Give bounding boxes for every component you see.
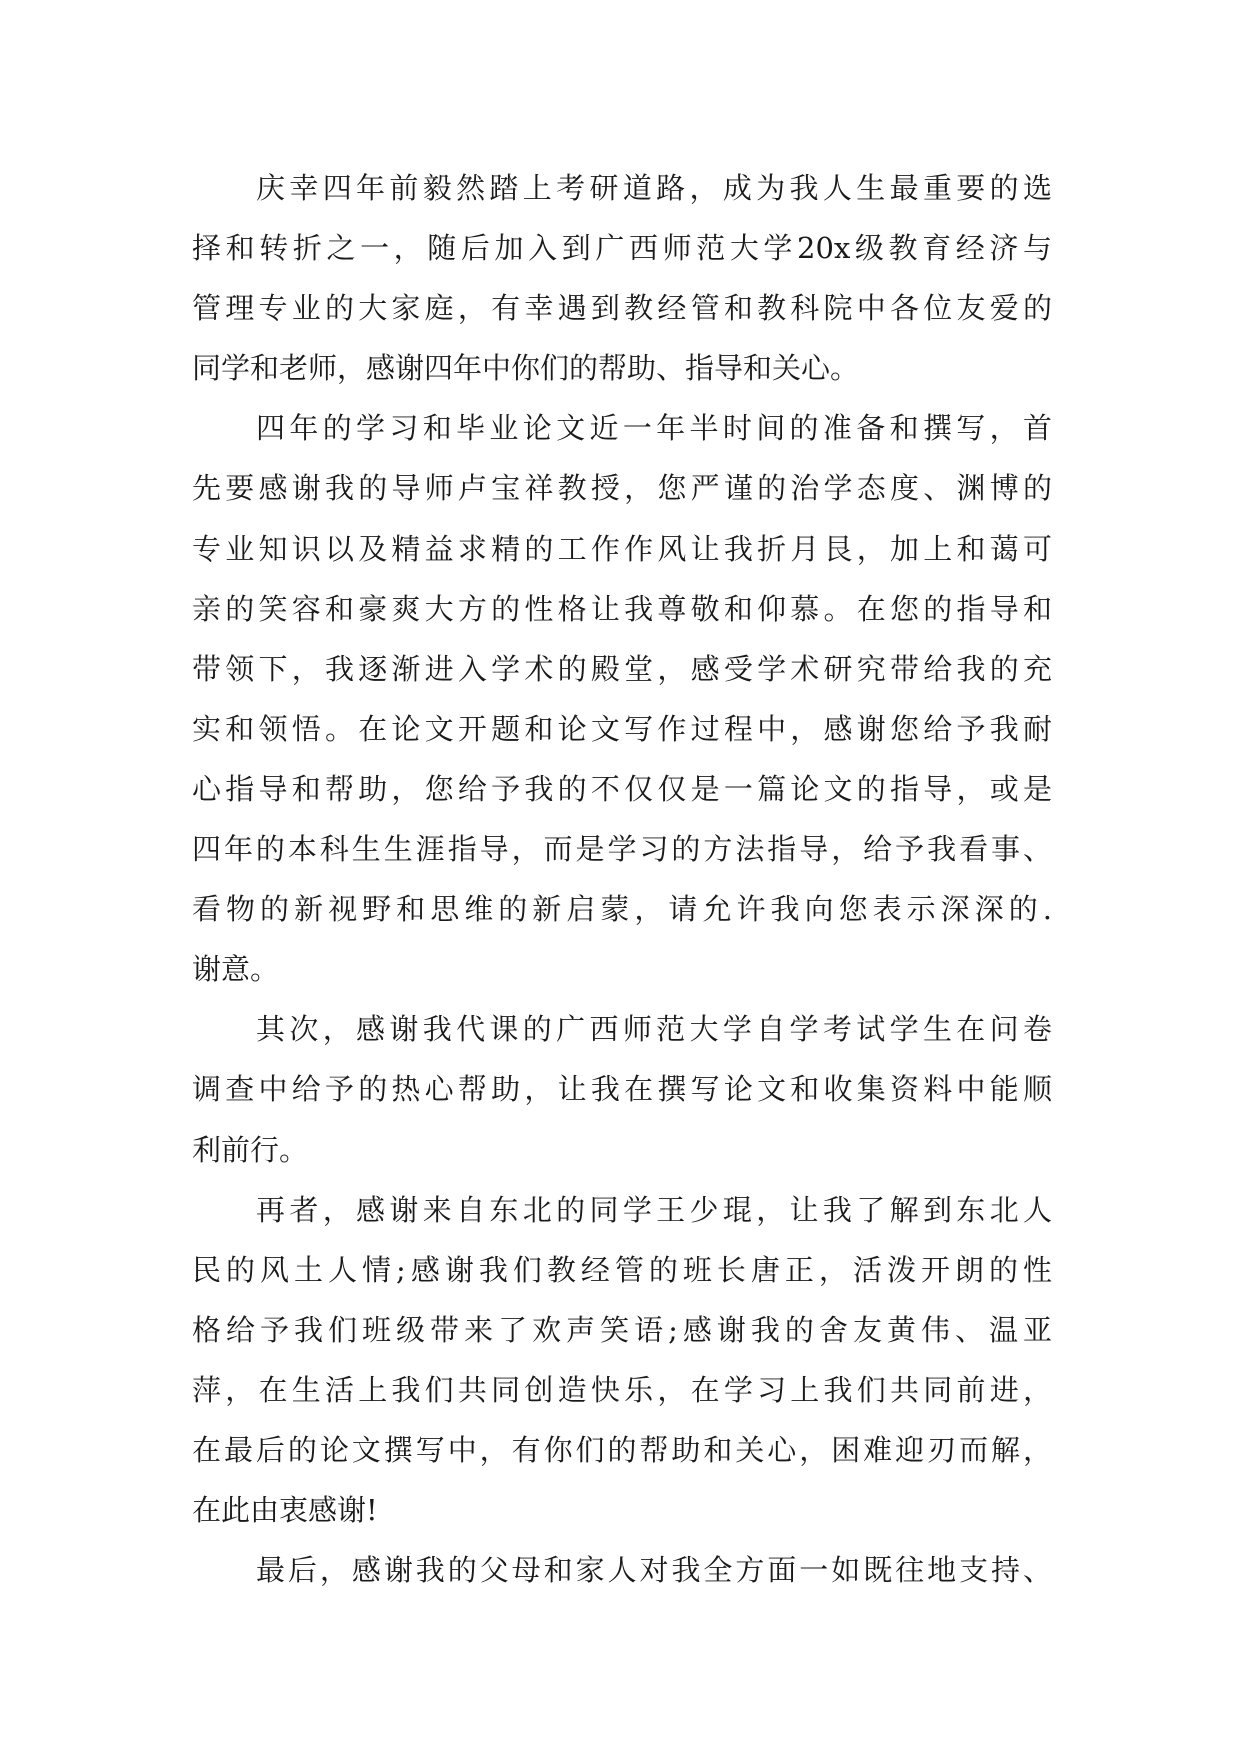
text-line: 同学和老师，感谢四年中你们的帮助、指导和关心。 — [192, 351, 860, 386]
text-line: 专业知识以及精益求精的工作作风让我折月艮，加上和蔼可 — [192, 531, 1052, 566]
paragraph-first-line: 最后，感谢我的父母和家人对我全方面一如既往地支持、 — [256, 1553, 1052, 1588]
paragraph-first-line: 其次，感谢我代课的广西师范大学自学考试学生在问卷 — [256, 1012, 1052, 1047]
text-line: 利前行。 — [192, 1132, 309, 1167]
text-line: 在此由衷感谢! — [192, 1493, 378, 1528]
text-line: 在最后的论文撰写中，有你们的帮助和关心，困难迎刃而解， — [192, 1432, 1052, 1467]
text-line: 调查中给予的热心帮助，让我在撰写论文和收集资料中能顺 — [192, 1072, 1052, 1107]
text-line: 四年的本科生生涯指导，而是学习的方法指导，给予我看事、 — [192, 832, 1052, 867]
text-line: 心指导和帮助，您给予我的不仅仅是一篇论文的指导，或是 — [192, 771, 1052, 806]
text-line: 格给予我们班级带来了欢声笑语;感谢我的舍友黄伟、温亚 — [192, 1312, 1052, 1347]
text-line: 亲的笑容和豪爽大方的性格让我尊敬和仰慕。在您的指导和 — [192, 591, 1052, 626]
paragraph-first-line: 庆幸四年前毅然踏上考研道路，成为我人生最重要的选 — [256, 171, 1052, 205]
text-line: 民的风土人情;感谢我们教经管的班长唐正，活泼开朗的性 — [192, 1252, 1052, 1287]
paragraph-first-line: 再者，感谢来自东北的同学王少琨，让我了解到东北人 — [256, 1192, 1052, 1227]
paragraph-first-line: 四年的学习和毕业论文近一年半时间的准备和撰写，首 — [256, 411, 1052, 446]
text-line: 看物的新视野和思维的新启蒙，请允许我向您表示深深的. — [192, 892, 1052, 927]
text-line: 谢意。 — [192, 952, 280, 987]
text-line: 萍，在生活上我们共同创造快乐，在学习上我们共同前进， — [192, 1372, 1052, 1407]
text-line: 实和领悟。在论文开题和论文写作过程中，感谢您给予我耐 — [192, 711, 1052, 746]
text-line: 带领下，我逐渐进入学术的殿堂，感受学术研究带给我的充 — [192, 651, 1052, 686]
document-body — [192, 158, 1052, 1600]
text-line: 先要感谢我的导师卢宝祥教授，您严谨的治学态度、渊博的 — [192, 471, 1052, 506]
text-line: 择和转折之一，随后加入到广西师范大学20x级教育经济与 — [192, 231, 1052, 266]
text-line: 管理专业的大家庭，有幸遇到教经管和教科院中各位友爱的 — [192, 291, 1052, 326]
